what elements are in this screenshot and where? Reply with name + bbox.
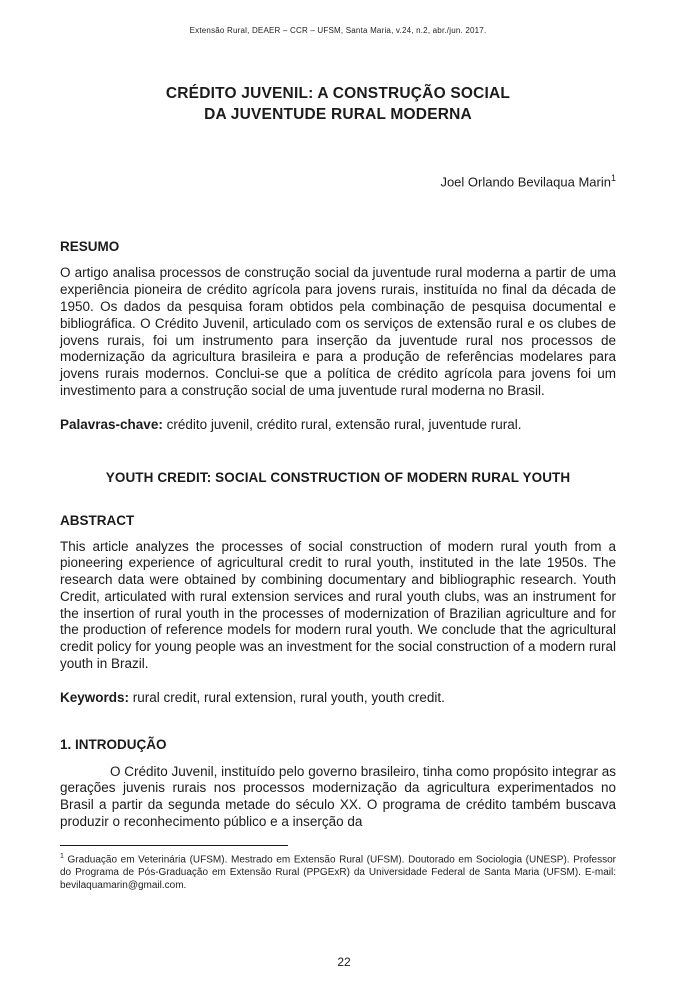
article-title-line2: DA JUVENTUDE RURAL MODERNA xyxy=(204,106,472,123)
palavras-chave-values: crédito juvenil, crédito rural, extensão rural, juventude rural. xyxy=(162,416,522,432)
keywords-label: Keywords: xyxy=(60,689,130,705)
journal-header: Extensão Rural, DEAER – CCR – UFSM, Santa Maria, v.24, n.2, abr./jun. 2017. xyxy=(189,26,487,35)
footnote-ref: 1 xyxy=(60,852,64,860)
palavras-chave-line xyxy=(60,417,616,434)
introduction-paragraph: O Crédito Juvenil, instituído pelo governo brasileiro, tinha como propósito integrar as gerações juvenis rurais nos processos modernização da agricultura experimentados no Brasil a partir da segunda metade do século XX. O programa de crédito também buscava produzir o reconhecimento público e a inserção da xyxy=(60,763,616,830)
footnote-text: Graduação em Veterinária (UFSM). Mestrado em Extensão Rural (UFSM). Doutorado em Sociologia (UNESP). Professor do Programa de Pós-Graduação em Extensão Rural (PPGExR) da Universidade Federal de Santa Maria (UFSM). E-mail: bevilaquamarin@gmail.com. xyxy=(60,854,616,892)
article-title-line1: CRÉDITO JUVENIL: A CONSTRUÇÃO SOCIAL xyxy=(165,85,511,102)
footnote-separator xyxy=(60,845,288,846)
resumo-paragraph: O artigo analisa processos de construção social da juventude rural moderna a partir de uma experiência pioneira de crédito agrícola para jovens rurais, instituída no final da década de 1950. Os dados da pesquisa foram obtidos pela combinação de pesquisa documental e bibliográfica. O Crédito Juvenil, articulado com os serviços de extensão rural e os clubes de jovens rurais, foi um instrumento para inserção da juventude rural nos processos de modernização da agricultura brasileira e para a produção de referências modelares para jovens rurais modernos. Conclui-se que a política de crédito agrícola para jovens foi um investimento para a construção social de uma juventude rural moderna no Brasil. xyxy=(60,265,616,398)
page-content xyxy=(60,0,616,892)
abstract-heading: ABSTRACT xyxy=(60,512,135,528)
page-number: 22 xyxy=(337,955,351,969)
introduction-heading: 1. INTRODUÇÃO xyxy=(60,736,167,752)
keywords-line xyxy=(60,690,616,707)
author-name: Joel Orlando Bevilaqua Marin xyxy=(440,174,611,190)
english-title: YOUTH CREDIT: SOCIAL CONSTRUCTION OF MODERN RURAL YOUTH xyxy=(105,469,571,485)
author-footnote-ref: 1 xyxy=(610,173,616,183)
author-line xyxy=(60,173,616,189)
abstract-paragraph: This article analyzes the processes of social construction of modern rural youth from a pioneering experience of agricultural credit to rural youth, instituted in the late 1950s. The research data were obtained by combining documentary and bibliographic research. Youth Credit, articulated with rural extension services and rural youth clubs, was an instrument for the insertion of rural youth in the processes of modernization of Brazilian agriculture and for the production of reference models for modern rural youth. We conclude that the agricultural credit policy for young people was an investment for the social construction of a modern rural youth in Brazil. xyxy=(60,538,616,672)
article-title xyxy=(60,83,616,125)
keywords-values: rural credit, rural extension, rural youth, youth credit. xyxy=(129,689,445,705)
palavras-chave-label: Palavras-chave: xyxy=(60,416,163,432)
resumo-heading: RESUMO xyxy=(60,239,120,255)
footnote xyxy=(60,850,616,892)
